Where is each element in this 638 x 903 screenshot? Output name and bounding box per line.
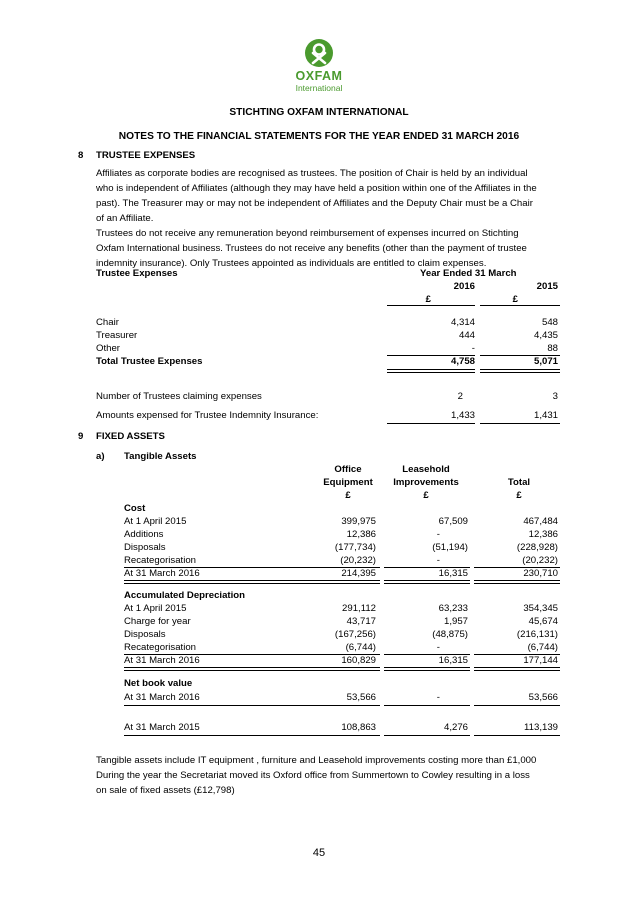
total-value: 177,144 — [523, 655, 558, 666]
footnote-line: on sale of fixed assets (£12,798) — [96, 785, 235, 796]
row-label: Disposals — [124, 542, 166, 553]
total-value: 467,484 — [523, 516, 558, 527]
fixed-assets-footnote — [96, 753, 566, 798]
header-underline-2016 — [387, 305, 475, 306]
total-value: (6,744) — [527, 642, 558, 653]
depreciation-heading: Accumulated Depreciation — [124, 590, 246, 601]
leasehold-header-3: £ — [423, 490, 429, 501]
row-value-2015: 548 — [541, 317, 558, 328]
nbv-2016-underline-a — [124, 705, 380, 706]
leasehold-value: 67,509 — [438, 516, 468, 527]
row-value-2015: 1,431 — [533, 410, 558, 421]
office-value: 214,395 — [341, 568, 376, 579]
office-value: 160,829 — [341, 655, 376, 666]
row-label: At 1 April 2015 — [124, 603, 187, 614]
office-header-2: Equipment — [323, 477, 373, 488]
row-label: At 31 March 2016 — [124, 692, 200, 703]
indemnity-underline-2016 — [387, 423, 475, 424]
row-label: Recategorisation — [124, 555, 196, 566]
paragraph-line: Affiliates as corporate bodies are recognised as trustees. The position of Chair is held by an individual — [96, 168, 528, 179]
row-label: Other — [96, 343, 120, 354]
office-value: (177,734) — [334, 542, 376, 553]
office-value: 53,566 — [346, 692, 376, 703]
leasehold-value: 4,276 — [443, 722, 468, 733]
nbv-heading: Net book value — [124, 678, 193, 689]
indemnity-underline-2015 — [480, 423, 560, 424]
subsection-title: Tangible Assets — [124, 451, 197, 462]
organisation-title: STICHTING OXFAM INTERNATIONAL — [229, 107, 409, 118]
trustee-expenses-label: Trustee Expenses — [96, 268, 178, 279]
leasehold-header-1: Leasehold — [402, 464, 450, 475]
row-value-2015: 4,435 — [533, 330, 558, 341]
leasehold-value: - — [436, 529, 440, 540]
total-value: 113,139 — [524, 722, 558, 733]
row-label: Number of Trustees claiming expenses — [96, 391, 262, 402]
section-9-number: 9 — [78, 431, 84, 442]
oxfam-logo — [288, 38, 350, 92]
row-value-2016: - — [471, 343, 475, 354]
office-header-3: £ — [345, 490, 351, 501]
depreciation-total-double-line-c — [474, 667, 560, 671]
paragraph-line: indemnity insurance). Only Trustees appointed as individuals are entitled to claim expenses. — [96, 258, 487, 269]
notes-title: NOTES TO THE FINANCIAL STATEMENTS FOR THE YEAR ENDED 31 MARCH 2016 — [118, 131, 520, 142]
col-2016-header: 2016 — [453, 281, 475, 292]
page-number: 45 — [312, 847, 326, 859]
total-value: (228,928) — [516, 542, 558, 553]
total-header-3: £ — [516, 490, 522, 501]
col-2015-header: 2015 — [536, 281, 558, 292]
header-underline-2015 — [480, 305, 560, 306]
footnote-line: During the year the Secretariat moved its Oxford office from Summertown to Cowley resulting in a loss — [96, 770, 530, 781]
office-value: (20,232) — [340, 555, 376, 566]
row-label: At 31 March 2016 — [124, 568, 200, 579]
leasehold-value: 16,315 — [438, 655, 468, 666]
total-value: (216,131) — [516, 629, 558, 640]
row-value-2015: 88 — [547, 343, 558, 354]
total-value: 53,566 — [528, 692, 558, 703]
cost-total-double-line-a — [124, 580, 380, 584]
leasehold-value: - — [436, 555, 440, 566]
col-2016-currency: £ — [425, 294, 431, 305]
total-value: 12,386 — [528, 529, 558, 540]
oxfam-logo-icon — [304, 38, 334, 68]
paragraph-line: past). The Treasurer may or may not be independent of Affiliates and the Deputy Chair must be a Chair — [96, 198, 533, 209]
office-header-1: Office — [334, 464, 362, 475]
row-value-2016: 4,314 — [450, 317, 475, 328]
row-label: Amounts expensed for Trustee Indemnity Insurance: — [96, 410, 319, 421]
row-label: At 31 March 2016 — [124, 655, 200, 666]
office-value: 108,863 — [341, 722, 376, 733]
leasehold-value: 1,957 — [443, 616, 468, 627]
row-value-2015: 3 — [552, 391, 558, 402]
year-ended-header: Year Ended 31 March — [420, 268, 517, 279]
nbv-2015-underline-b — [384, 735, 470, 736]
leasehold-value: 63,233 — [438, 603, 468, 614]
office-value: 399,975 — [341, 516, 376, 527]
office-value: (6,744) — [345, 642, 376, 653]
row-label: Disposals — [124, 629, 166, 640]
nbv-2016-underline-c — [474, 705, 560, 706]
depreciation-total-double-line-a — [124, 667, 380, 671]
paragraph-line: of an Affiliate. — [96, 213, 154, 224]
leasehold-value: - — [436, 692, 440, 703]
depreciation-total-double-line-b — [384, 667, 470, 671]
total-label: Total Trustee Expenses — [96, 356, 203, 367]
nbv-2015-underline-a — [124, 735, 380, 736]
row-label: Charge for year — [124, 616, 191, 627]
total-value: 354,345 — [523, 603, 558, 614]
leasehold-header-2: Improvements — [393, 477, 459, 488]
office-value: 43,717 — [346, 616, 376, 627]
total-value: 230,710 — [523, 568, 558, 579]
leasehold-value: (48,875) — [432, 629, 468, 640]
cost-total-double-line-b — [384, 580, 470, 584]
office-value: 12,386 — [346, 529, 376, 540]
row-label: At 31 March 2015 — [124, 722, 200, 733]
leasehold-value: (51,194) — [432, 542, 468, 553]
leasehold-value: 16,315 — [438, 568, 468, 579]
nbv-2016-underline-b — [384, 705, 470, 706]
logo-wordmark: OXFAM — [295, 69, 343, 83]
total-double-line-2015 — [480, 369, 560, 373]
row-value-2016: 444 — [458, 330, 475, 341]
total-value-2015: 5,071 — [533, 356, 558, 367]
total-value: 45,674 — [528, 616, 558, 627]
logo-subtitle: International — [295, 82, 343, 93]
total-value: (20,232) — [522, 555, 558, 566]
trustee-expenses-paragraph — [96, 166, 566, 271]
cost-heading: Cost — [124, 503, 146, 514]
total-header-2: Total — [507, 477, 531, 488]
row-label: Treasurer — [96, 330, 138, 341]
office-value: (167,256) — [334, 629, 376, 640]
row-label: Additions — [124, 529, 164, 540]
row-value-2016: 1,433 — [450, 410, 475, 421]
total-value-2016: 4,758 — [450, 356, 475, 367]
section-9-title: FIXED ASSETS — [96, 431, 165, 442]
section-8-number: 8 — [78, 150, 84, 161]
col-2015-currency: £ — [512, 294, 518, 305]
section-8-title: TRUSTEE EXPENSES — [96, 150, 196, 161]
office-value: 291,112 — [342, 603, 376, 614]
total-double-line-2016 — [387, 369, 475, 373]
paragraph-line: Trustees do not receive any remuneration beyond reimbursement of expenses incurred on Stichting — [96, 228, 519, 239]
row-label: Recategorisation — [124, 642, 196, 653]
subsection-letter: a) — [96, 451, 105, 462]
cost-total-double-line-c — [474, 580, 560, 584]
footnote-line: Tangible assets include IT equipment , furniture and Leasehold improvements costing more than £1,000 — [96, 755, 537, 766]
row-label: At 1 April 2015 — [124, 516, 187, 527]
paragraph-line: Oxfam International business. Trustees do not receive any benefits (other than the payment of trustee — [96, 243, 527, 254]
row-value-2016: 2 — [457, 391, 463, 402]
paragraph-line: who is independent of Affiliates (although they may have held a position within one of the Affiliates in the — [96, 183, 537, 194]
leasehold-value: - — [436, 642, 440, 653]
row-label: Chair — [96, 317, 119, 328]
nbv-2015-underline-c — [474, 735, 560, 736]
